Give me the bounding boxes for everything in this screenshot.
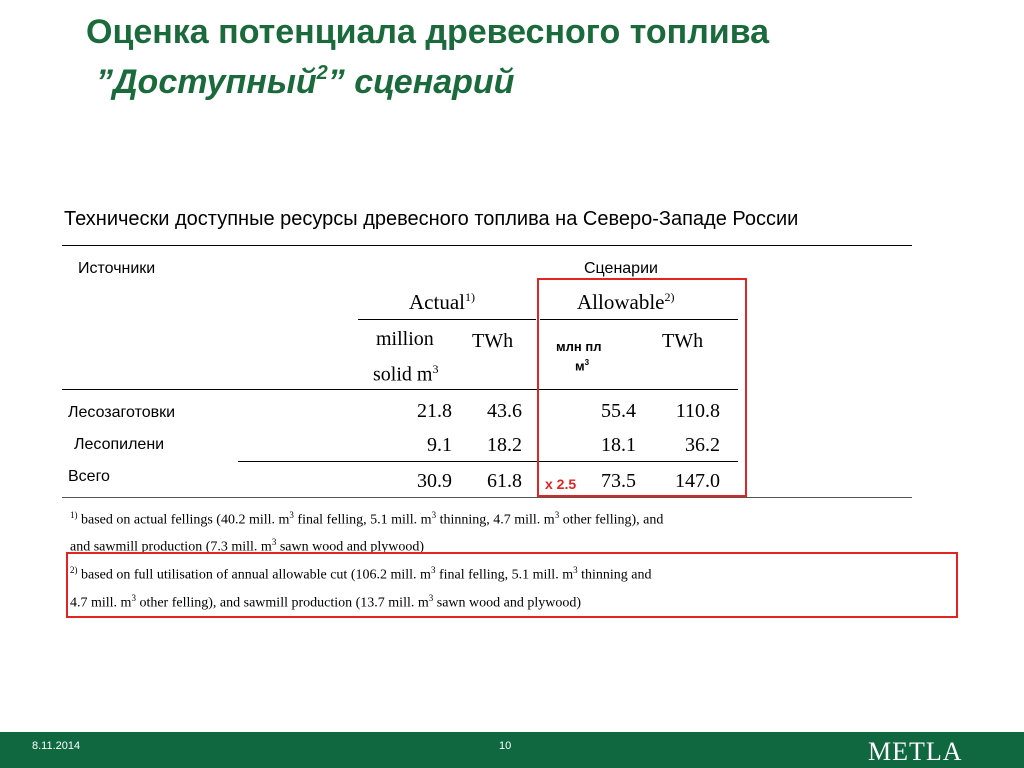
footnote-2-line-2-part-a: 4.7 mill. m bbox=[70, 595, 132, 611]
footnote-cube: 3 bbox=[131, 593, 136, 603]
cell-allow-m3: 18.1 bbox=[601, 434, 636, 456]
unit-m3-text: м bbox=[575, 358, 585, 374]
column-allowable-label: Allowable bbox=[577, 290, 665, 314]
table-caption: Технически доступные ресурсы древесного топлива на Северо-Западе России bbox=[64, 208, 799, 230]
row-label-sawmilling: Лесопилени bbox=[74, 436, 165, 453]
footnote-1-line-2-part-a: and sawmill production (7.3 mill. m bbox=[70, 539, 272, 555]
footnote-2-highlight-box bbox=[66, 552, 958, 618]
cell-actual-m3: 21.8 bbox=[417, 400, 452, 422]
footnote-2-marker: 2) bbox=[70, 565, 78, 575]
header-rule-actual bbox=[358, 319, 536, 320]
subtitle-superscript: 2 bbox=[316, 62, 328, 84]
footnote-2-part-a: based on full utilisation of annual allowable cut (106.2 mill. m bbox=[77, 567, 431, 583]
cell-actual-m3: 9.1 bbox=[427, 434, 452, 456]
cell-allow-m3: 55.4 bbox=[601, 400, 636, 422]
footer-date: 8.11.2014 bbox=[32, 740, 81, 752]
slide-title: Оценка потенциала древесного топлива bbox=[86, 13, 770, 51]
footnote-2-line-2-part-b: other felling), and sawmill production (13.7 mill. m bbox=[135, 595, 429, 611]
footnote-1-part-b: final felling, 5.1 mill. m bbox=[293, 512, 432, 528]
column-allowable-note: 2) bbox=[664, 290, 675, 304]
header-scenarios: Сценарии bbox=[584, 260, 658, 277]
footnote-cube: 3 bbox=[430, 565, 436, 575]
metla-logo: METLA bbox=[868, 737, 963, 766]
footnote-2-part-b: final felling, 5.1 mill. m bbox=[435, 567, 574, 583]
subtitle-text-end: ” сценарий bbox=[327, 63, 515, 101]
slide-subtitle bbox=[96, 60, 514, 104]
footnote-cube: 3 bbox=[554, 510, 560, 520]
allowable-highlight-box bbox=[537, 278, 747, 497]
footnote-1-line-1 bbox=[70, 510, 663, 529]
unit-solid-text: solid m bbox=[373, 363, 433, 386]
footnote-cube: 3 bbox=[428, 593, 434, 603]
unit-solid-sup: 3 bbox=[432, 362, 439, 376]
unit-twh-actual: TWh bbox=[472, 330, 514, 352]
footer-bar bbox=[0, 732, 1024, 768]
column-actual-note: 1) bbox=[464, 290, 475, 304]
footnote-cube: 3 bbox=[289, 510, 294, 520]
cell-allow-twh: 110.8 bbox=[675, 400, 720, 422]
page-number: 10 bbox=[499, 740, 512, 752]
subtitle-text-start: ”Доступный bbox=[96, 63, 317, 101]
unit-million: million bbox=[376, 328, 434, 350]
column-actual-label: Actual bbox=[409, 290, 465, 314]
cell-actual-twh: 18.2 bbox=[487, 434, 522, 456]
multiplier-label: x 2.5 bbox=[545, 476, 577, 492]
footnote-cube: 3 bbox=[271, 537, 277, 547]
cell-allow-twh: 147.0 bbox=[675, 470, 720, 492]
table-bottom-rule bbox=[62, 497, 912, 498]
footnote-cube: 3 bbox=[431, 510, 437, 520]
cell-allow-m3: 73.5 bbox=[601, 470, 636, 492]
row-label-logging: Лесозаготовки bbox=[68, 404, 176, 421]
footnote-1-part-c: thinning, 4.7 mill. m bbox=[436, 512, 555, 528]
unit-solid-m3 bbox=[373, 362, 438, 387]
footnote-1-marker: 1) bbox=[70, 510, 78, 520]
footnote-1-part-d: other felling), and bbox=[559, 512, 664, 528]
unit-m3-sup: 3 bbox=[584, 358, 590, 367]
column-actual bbox=[409, 290, 475, 315]
cell-actual-m3: 30.9 bbox=[417, 470, 452, 492]
footnote-2-part-c: thinning and bbox=[577, 567, 652, 583]
footnote-1-line-2-part-b: sawn wood and plywood) bbox=[276, 539, 425, 555]
footnote-1-part-a: based on actual fellings (40.2 mill. m bbox=[77, 512, 290, 528]
footnote-cube: 3 bbox=[573, 565, 578, 575]
table-top-rule bbox=[62, 245, 912, 246]
cell-actual-twh: 61.8 bbox=[487, 470, 522, 492]
unit-mln: млн пл bbox=[556, 339, 602, 354]
cell-allow-twh: 36.2 bbox=[685, 434, 720, 456]
header-sources: Источники bbox=[78, 260, 156, 277]
cell-actual-twh: 43.6 bbox=[487, 400, 522, 422]
row-label-total: Всего bbox=[68, 468, 110, 485]
footnote-2-line-2-part-c: sawn wood and plywood) bbox=[433, 595, 582, 611]
unit-twh-allowable: TWh bbox=[662, 330, 704, 352]
